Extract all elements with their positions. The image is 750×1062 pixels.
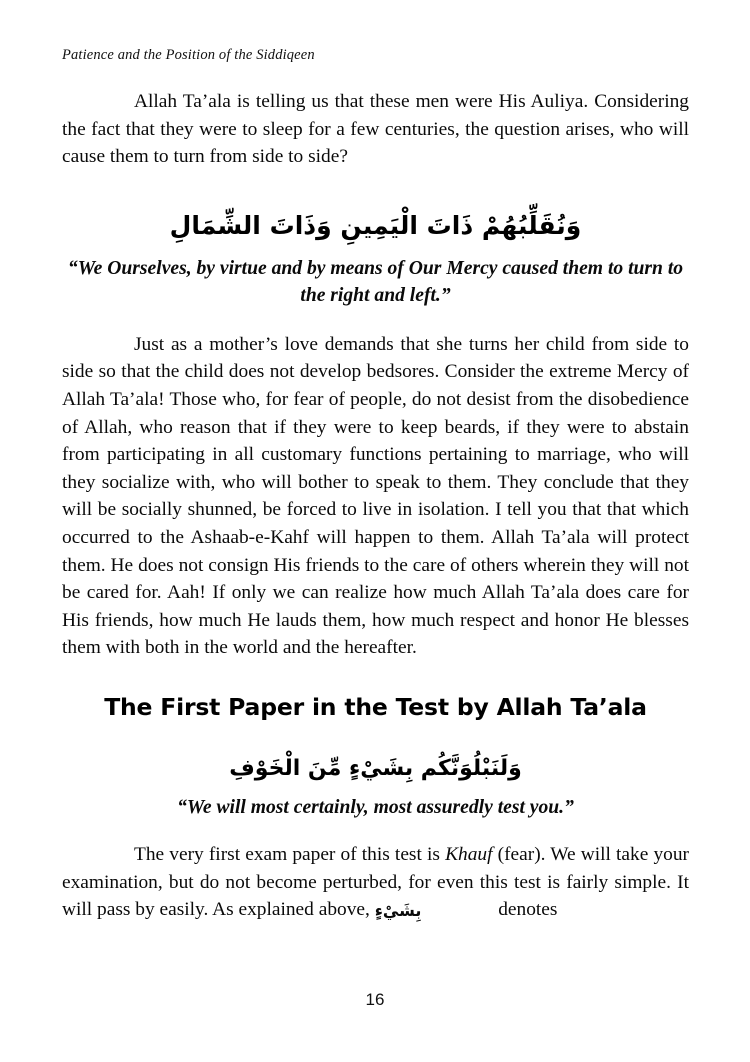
paragraph-text-segment-1: The very first exam paper of this test is xyxy=(134,843,446,865)
paragraph-intro: Allah Ta’ala is telling us that these men were His Auliya. Considering the fact that they were to sleep for a few centuries, the question arises, who will cause them to turn from side to side? xyxy=(62,91,689,168)
transliterated-term-khauf: Khauf xyxy=(445,843,493,865)
verse-translation-second: “We will most certainly, most assuredly test you.” xyxy=(177,796,574,818)
spacer xyxy=(62,722,689,738)
spacer xyxy=(62,662,689,692)
spacer xyxy=(62,309,689,331)
paragraph-text-segment-3: denotes xyxy=(493,899,558,921)
paragraph-mothers-love: Just as a mother’s love demands that she turns her child from side to side so that the child does not develop bedsores. Consider the extreme Mercy of Allah Ta’ala! Those who, for fear of people, do not desist from the disobedience of Allah, who reason that if they were to keep beards, if they were to abstain from participating in all customary functions pertaining to marriage, who will they socialize with, who will bother to speak to them. They conclude that they will be socially shunned, be forced to live in isolation. I tell you that that which occurred to the Ashaab-e-Kahf will happen to them. Allah Ta’ala will protect them. He does not consign His friends to the care of others wherein they will not be cared for. Aah! If only we can realize how much Allah Ta’ala does care for His friends, how much He lauds them, how much respect and honor He blesses them with both in the world and the hereafter. xyxy=(62,333,689,659)
page-content xyxy=(62,88,689,925)
quran-verse-first: وَنُقَلِّبُهُمْ ذَاتَ الْيَمِينِ وَذَاتَ الشِّمَالِ xyxy=(169,210,582,240)
inline-arabic-term: بِشَيْءٍ xyxy=(374,901,422,921)
page-number: 16 xyxy=(365,990,385,1009)
spacer xyxy=(62,171,689,189)
spacer xyxy=(62,821,689,841)
paragraph-first-exam xyxy=(62,841,689,925)
paragraph-text-segment-2: (fear). We will take your examination, but do not become perturbed, for even this test is fairly simple. It will pass by easily. As explained above, xyxy=(62,843,690,921)
verse-translation-first: “We Ourselves, by virtue and by means of Our Mercy caused them to turn to the right and left.” xyxy=(67,257,684,306)
section-heading: The First Paper in the Test by Allah Ta’ala xyxy=(104,692,647,721)
running-head: Patience and the Position of the Siddiqeen xyxy=(62,47,315,63)
quran-verse-second: وَلَنَبْلُوَنَّكُم بِشَيْءٍ مِّنَ الْخَوْفِ xyxy=(229,755,522,781)
